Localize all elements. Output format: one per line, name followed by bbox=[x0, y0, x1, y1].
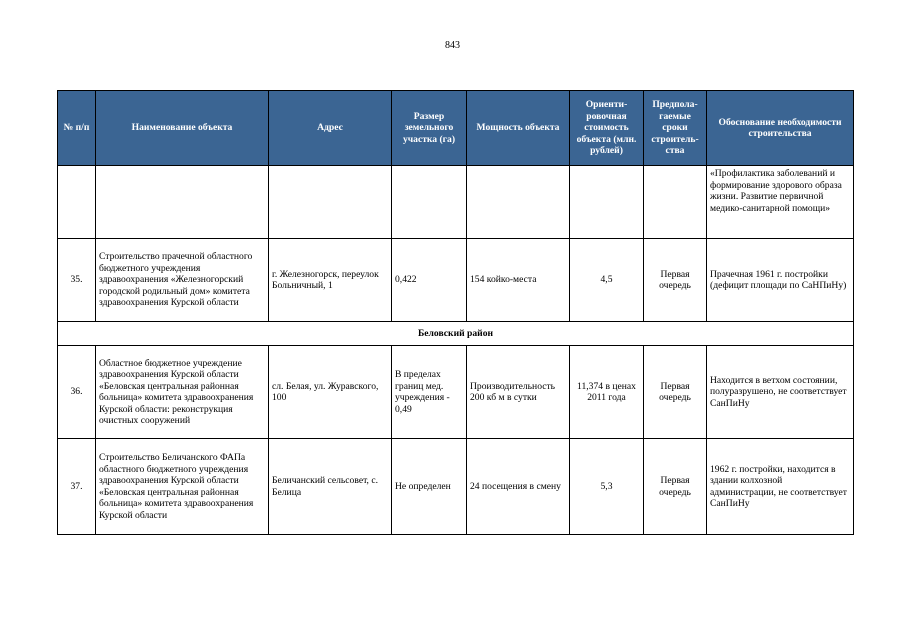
cell-land-size: 0,422 bbox=[392, 239, 467, 322]
page-number: 843 bbox=[445, 40, 460, 51]
header-capacity: Мощность объекта bbox=[467, 91, 570, 166]
cell-empty bbox=[392, 166, 467, 239]
cell-empty bbox=[269, 166, 392, 239]
header-justification: Обоснование необходимости строительства bbox=[707, 91, 854, 166]
cell-terms: Первая очередь bbox=[644, 239, 707, 322]
cell-empty bbox=[96, 166, 269, 239]
cell-justification: Находится в ветхом состоянии, полуразрушено, не соответствует СанПиНу bbox=[707, 346, 854, 439]
cell-empty bbox=[570, 166, 644, 239]
cell-land-size: Не определен bbox=[392, 439, 467, 535]
table-row bbox=[58, 346, 854, 439]
cell-address: сл. Белая, ул. Журавского, 100 bbox=[269, 346, 392, 439]
cell-cost: 11,374 в ценах 2011 года bbox=[570, 346, 644, 439]
cell-terms: Первая очередь bbox=[644, 439, 707, 535]
header-name: Наименование объекта bbox=[96, 91, 269, 166]
cell-num: 37. bbox=[58, 439, 96, 535]
cell-name: Строительство прачечной областного бюджетного учреждения здравоохранения «Железногорский городской родильный дом» комитета здравоохранения Курской области bbox=[96, 239, 269, 322]
section-row bbox=[58, 322, 854, 346]
section-title: Беловский район bbox=[58, 322, 854, 346]
table-row bbox=[58, 239, 854, 322]
objects-table bbox=[57, 90, 854, 535]
cell-capacity: 154 койко-места bbox=[467, 239, 570, 322]
cell-num: 35. bbox=[58, 239, 96, 322]
cell-land-size: В пределах границ мед. учреждения - 0,49 bbox=[392, 346, 467, 439]
cell-address: Беличанский сельсовет, с. Белица bbox=[269, 439, 392, 535]
cell-empty bbox=[58, 166, 96, 239]
header-cost: Ориенти- ровочная стоимость объекта (млн. рублей) bbox=[570, 91, 644, 166]
cell-empty bbox=[644, 166, 707, 239]
cell-capacity: 24 посещения в смену bbox=[467, 439, 570, 535]
header-address: Адрес bbox=[269, 91, 392, 166]
cell-address: г. Железногорск, переулок Больничный, 1 bbox=[269, 239, 392, 322]
cell-cost: 4,5 bbox=[570, 239, 644, 322]
header-row bbox=[58, 91, 854, 166]
cell-cost: 5,3 bbox=[570, 439, 644, 535]
cell-terms: Первая очередь bbox=[644, 346, 707, 439]
table-row-continuation bbox=[58, 166, 854, 239]
header-num: № п/п bbox=[58, 91, 96, 166]
cell-justification: Прачечная 1961 г. постройки (дефицит площади по СаНПиНу) bbox=[707, 239, 854, 322]
header-land-size: Размер земельного участка (га) bbox=[392, 91, 467, 166]
table-row bbox=[58, 439, 854, 535]
cell-empty bbox=[467, 166, 570, 239]
cell-name: Областное бюджетное учреждение здравоохранения Курской области «Беловская центральная районная больница» комитета здравоохранения Курской области: реконструкция очистных сооружений bbox=[96, 346, 269, 439]
cell-name: Строительство Беличанского ФАПа областного бюджетного учреждения здравоохранения Курской области «Беловская центральная районная больница» комитета здравоохранения Курской области bbox=[96, 439, 269, 535]
header-terms: Предпола- гаемые сроки строитель- ства bbox=[644, 91, 707, 166]
cell-justification: «Профилактика заболеваний и формирование здорового образа жизни. Развитие первичной медико-санитарной помощи» bbox=[707, 166, 854, 239]
cell-num: 36. bbox=[58, 346, 96, 439]
cell-capacity: Производительность 200 кб м в сутки bbox=[467, 346, 570, 439]
cell-justification: 1962 г. постройки, находится в здании колхозной администрации, не соответствует СанПиНу bbox=[707, 439, 854, 535]
